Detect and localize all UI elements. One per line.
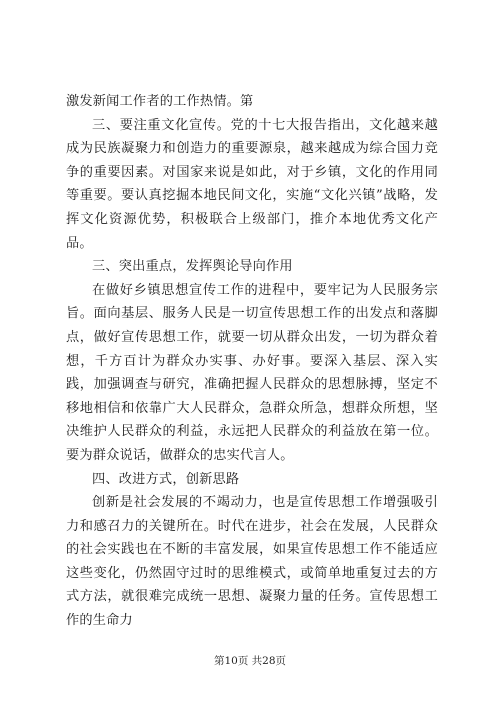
section-heading-public-opinion: 三、突出重点，发挥舆论导向作用 [92,259,293,275]
page-number-footer: 第10页 共28页 [213,655,287,667]
paragraph-serve-people: 在做好乡镇思想宣传工作的进程中，要牢记为人民服务宗旨。面向基层、服务人民是一切宣传思想工作的出发点和落脚点，做好宣传思想工作，就要一切从群众出发，一切为群众着想，千方百计为群众办实事、办好事。要深入基层、深入实践，加强调查与研究，准确把握人民群众的思想脉搏，坚定不移地相信和依靠广大人民群众，急群众所急，想群众所想，坚决维护人民群众的利益，永远把人民群众的利益放在第一位。要为群众说话，做群众的忠实代言人。 [66,282,438,463]
section-heading-innovation: 四、改进方式，创新思路 [92,471,240,487]
paragraph-continuation: 激发新闻工作者的工作热情。第 [66,94,254,109]
paragraph-innovation: 创新是社会发展的不竭动力，也是宣传思想工作增强吸引力和感召力的关键所在。时代在进步，社会在发展，人民群众的社会实践也在不断的丰富发展，如果宣传思想工作不能适应这些变化，仍然固守过时的思维模式，或简单地重复过去的方式方法，就很难完成统一思想、凝聚力量的任务。宣传思想工作的生命力 [66,495,438,629]
document-body [66,90,438,633]
paragraph-culture-promotion: 三、要注重文化宣传。党的十七大报告指出，文化越来越成为民族凝聚力和创造力的重要源泉，越来越成为综合国力竞争的重要因素。对国家来说是如此，对于乡镇，文化的作用同等重要。要认真挖掘本地民间文化，实施“文化兴镇”战略，发挥文化资源优势，积极联合上级部门，推介本地优秀文化产品。 [66,117,438,251]
